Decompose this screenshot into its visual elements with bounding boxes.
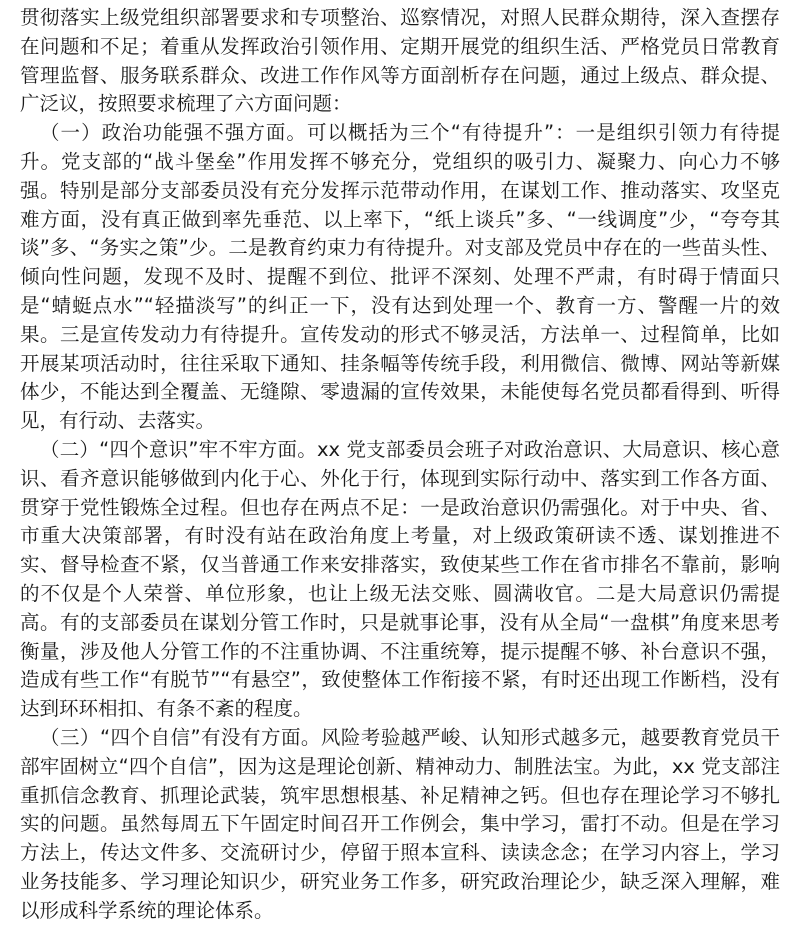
section-2-paragraph: （二）“四个意识”牢不牢方面。xx 党支部委员会班子对政治意识、大局意识、核心意识、看齐意识能够做到内化于心、外化于行，体现到实际行动中、落实到工作各方面、贯穿于党性锻炼全过程。但也存在两点不足：一是政治意识仍需强化。对于中央、省、市重大决策部署，有时没有站在政治角度上考量，对上级政策研读不透、谋划推进不实、督导检查不紧，仅当普通工作来安排落实，致使某些工作在省市排名不靠前，影响的不仅是个人荣誉、单位形象，也让上级无法交账、圆满收官。二是大局意识仍需提高。有的支部委员在谋划分管工作时，只是就事论事，没有从全局“一盘棋”角度来思考衡量，涉及他人分管工作的不注重协调、不注重统筹，提示提醒不够、补台意识不强，造成有些工作“有脱节”“有悬空”，致使整体工作衔接不紧，有时还出现工作断档，没有达到环环相扣、有条不紊的程度。 <box>20 437 780 721</box>
intro-paragraph: 贯彻落实上级党组织部署要求和专项整治、巡察情况，对照人民群众期待，深入查摆存在问题和不足；着重从发挥政治引领作用、定期开展党的组织生活、严格党员日常教育管理监督、服务联系群众、改进工作作风等方面剖析存在问题，通过上级点、群众提、广泛议，按照要求梳理了六方面问题： <box>20 6 780 116</box>
section-3-paragraph: （三）“四个自信”有没有方面。风险考验越严峻、认知形式越多元，越要教育党员干部牢固树立“四个自信”，因为这是理论创新、精神动力、制胜法宝。为此，xx 党支部注重抓信念教育、抓理论武装，筑牢思想根基、补足精神之钙。但也存在理论学习不够扎实的问题。虽然每周五下午固定时间召开工作例会，集中学习，雷打不动。但是在学习方法上，传达文件多、交流研讨少，停留于照本宣科、读读念念；在学习内容上，学习业务技能多、学习理论知识少，研究业务工作多，研究政治理论少，缺乏深入理解，难以形成科学系统的理论体系。 <box>20 725 780 922</box>
section-1-paragraph: （一）政治功能强不强方面。可以概括为三个“有待提升”：一是组织引领力有待提升。党支部的“战斗堡垒”作用发挥不够充分，党组织的吸引力、凝聚力、向心力不够强。特别是部分支部委员没有充分发挥示范带动作用，在谋划工作、推动落实、攻坚克难方面，没有真正做到率先垂范、以上率下，“纸上谈兵”多、“一线调度”少，“夸夸其谈”多、“务实之策”少。二是教育约束力有待提升。对支部及党员中存在的一些苗头性、倾向性问题，发现不及时、提醒不到位、批评不深刻、处理不严肃，有时碍于情面只是“蜻蜓点水”“轻描淡写”的纠正一下，没有达到处理一个、教育一方、警醒一片的效果。三是宣传发动力有待提升。宣传发动的形式不够灵活，方法单一、过程简单，比如开展某项活动时，往往采取下通知、挂条幅等传统手段，利用微信、微博、网站等新媒体少，不能达到全覆盖、无缝隙、零遗漏的宣传效果，未能使每名党员都看得到、听得见，有行动、去落实。 <box>20 121 780 433</box>
